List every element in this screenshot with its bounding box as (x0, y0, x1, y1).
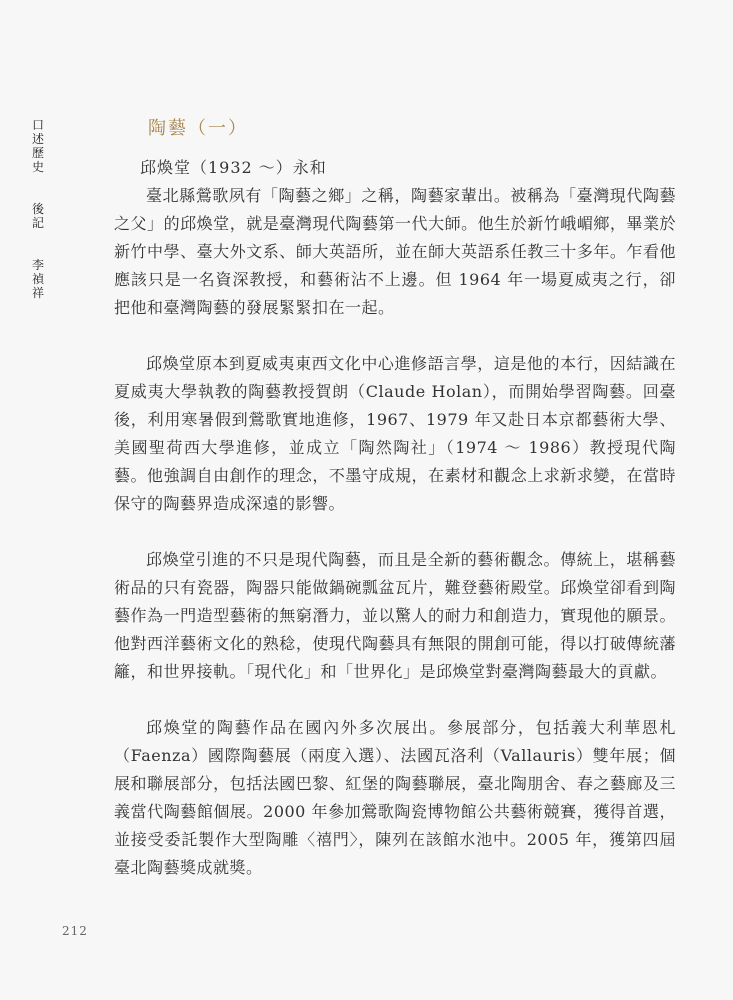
running-head-char: 記 (31, 216, 44, 230)
body-paragraph: 臺北縣鶯歌夙有「陶藝之鄉」之稱，陶藝家輩出。被稱為「臺灣現代陶藝之父」的邱煥堂，就是臺灣現代陶藝第一代大師。他生於新竹峨嵋鄉，畢業於新竹中學、臺大外文系、師大英語所，並在師大英語系任教三十多年。乍看他應該只是一名資深教授，和藝術沾不上邊。但 1964 年一場夏威夷之行，卻把他和臺灣陶藝的發展緊緊扣在一起。 (114, 186, 676, 317)
running-head-char: 述 (31, 132, 44, 146)
page-number: 212 (62, 924, 88, 938)
running-head-char: 史 (31, 160, 44, 174)
running-head-char: 祥 (31, 286, 44, 300)
running-head-char: 禎 (31, 272, 44, 286)
running-head-char: 李 (31, 258, 44, 272)
main-text (114, 154, 676, 882)
body-paragraph: 邱煥堂的陶藝作品在國內外多次展出。參展部分，包括義大利華恩札（Faenza）國際陶藝展（兩度入選）、法國瓦洛利（Vallauris）雙年展；個展和聯展部分，包括法國巴黎、紅堡的陶藝聯展，臺北陶朋舍、春之藝廊及三義當代陶藝館個展。2000 年參加鶯歌陶瓷博物館公共藝術競賽，獲得首選，並接受委託製作大型陶雕〈禧門〉，陳列在該館水池中。2005 年，獲第四屆臺北陶藝獎成就獎。 (114, 718, 676, 877)
running-head-char: 歷 (31, 146, 44, 160)
running-head-char: 後 (31, 202, 44, 216)
running-head-section (28, 202, 48, 230)
running-head-book-title (28, 118, 48, 174)
body-paragraph: 邱煥堂引進的不只是現代陶藝，而且是全新的藝術觀念。傳統上，堪稱藝術品的只有瓷器，陶器只能做鍋碗瓢盆瓦片，難登藝術殿堂。邱煥堂卻看到陶藝作為一門造型藝術的無窮潛力，並以驚人的耐力和創造力，實現他的願景。他對西洋藝術文化的熟稔，使現代陶藝具有無限的開創可能，得以打破傳統藩籬，和世界接軌。「現代化」和「世界化」是邱煥堂對臺灣陶藝最大的貢獻。 (114, 550, 676, 681)
section-heading: 陶藝（一） (148, 118, 248, 139)
body-paragraph: 邱煥堂原本到夏威夷東西文化中心進修語言學，這是他的本行，因結識在夏威夷大學執教的陶藝教授賀朗（Claude Holan），而開始學習陶藝。回臺後，利用寒暑假到鶯歌實地進修，1967、1979 年又赴日本京都藝術大學、美國聖荷西大學進修，並成立「陶然陶社」（1974 ～ 1986）教授現代陶藝。他強調自由創作的理念，不墨守成規，在素材和觀念上求新求變，在當時保守的陶藝界造成深遠的影響。 (114, 354, 676, 513)
artist-subtitle: 邱煥堂（1932 ～）永和 (140, 158, 327, 177)
running-head-char: 口 (31, 118, 44, 132)
running-head-vertical (28, 118, 48, 328)
running-head-author (28, 258, 48, 300)
